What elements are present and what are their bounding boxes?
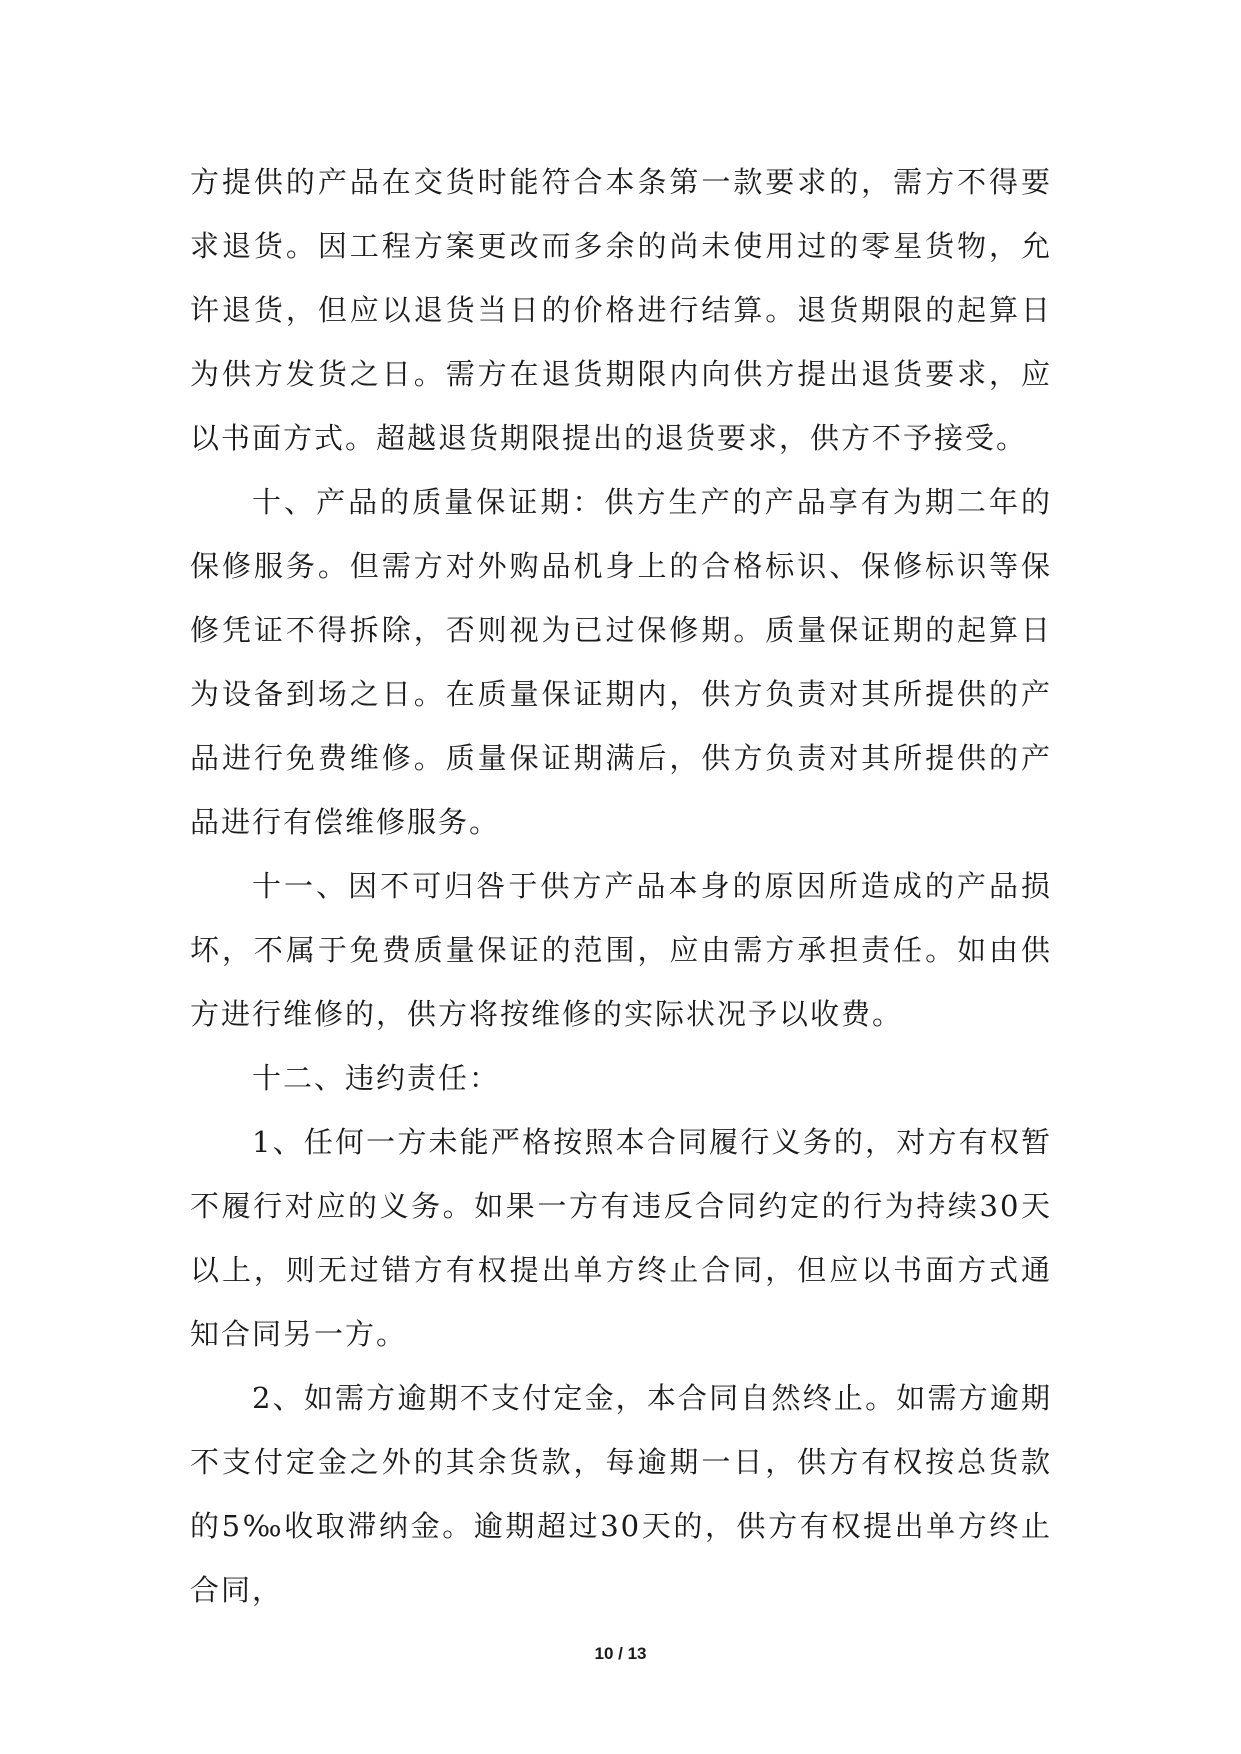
paragraph-breach-clause-2: 2、如需方逾期不支付定金，本合同自然终止。如需方逾期不支付定金之外的其余货款，每逾期一日，供方有权按总货款的5‰收取滞纳金。逾期超过30天的，供方有权提出单方终止合同， bbox=[190, 1381, 1052, 1607]
paragraph-warranty-period: 十、产品的质量保证期：供方生产的产品享有为期二年的保修服务。但需方对外购品机身上的合格标识、保修标识等保修凭证不得拆除，否则视为已过保修期。质量保证期的起算日为设备到场之日。在质量保证期内，供方负责对其所提供的产品进行免费维修。质量保证期满后，供方负责对其所提供的产品进行有偿维修服务。 bbox=[190, 485, 1052, 839]
paragraph-damage-liability: 十一、因不可归咎于供方产品本身的原因所造成的产品损坏，不属于免费质量保证的范围，应由需方承担责任。如由供方进行维修的，供方将按维修的实际状况予以收费。 bbox=[190, 869, 1052, 1031]
document-body bbox=[190, 150, 1052, 1622]
paragraph-breach-clause-1: 1、任何一方未能严格按照本合同履行义务的，对方有权暂不履行对应的义务。如果一方有违反合同约定的行为持续30天以上，则无过错方有权提出单方终止合同，但应以书面方式通知合同另一方。 bbox=[190, 1125, 1052, 1351]
page-number: 10 / 13 bbox=[594, 1644, 647, 1663]
paragraph-return-terms: 方提供的产品在交货时能符合本条第一款要求的，需方不得要求退货。因工程方案更改而多余的尚未使用过的零星货物，允许退货，但应以退货当日的价格进行结算。退货期限的起算日为供方发货之日。需方在退货期限内向供方提出退货要求，应以书面方式。超越退货期限提出的退货要求，供方不予接受。 bbox=[190, 165, 1052, 455]
section-heading-breach: 十二、违约责任： bbox=[252, 1061, 501, 1095]
